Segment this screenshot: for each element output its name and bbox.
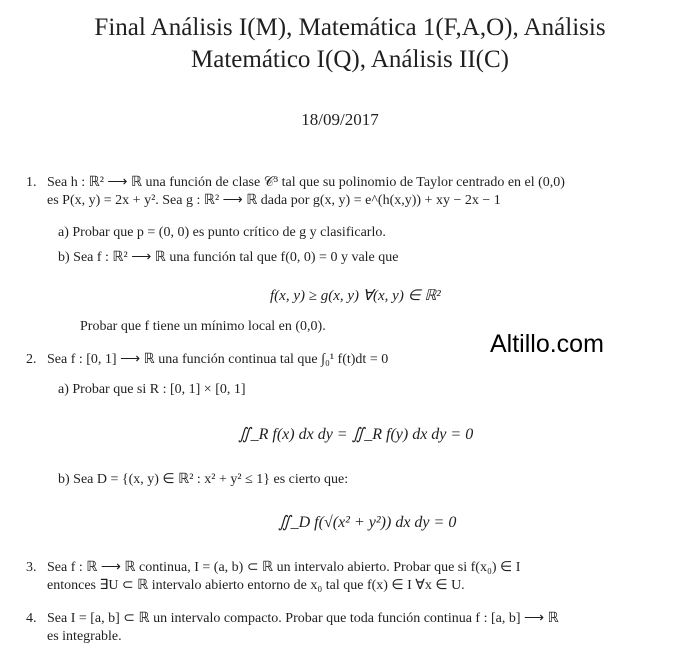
problem-2-formula-b: ∬_D f(√(x² + y²)) dx dy = 0 <box>278 514 457 531</box>
problem-3-line-2: entonces ∃U ⊂ ℝ intervalo abierto entorno de x₀ tal que f(x) ∈ I ∀x ∈ U. <box>47 578 465 593</box>
problem-1-line-1: Sea h : ℝ² ⟶ ℝ una función de clase 𝒞³ tal que su polinomio de Taylor centrado en el (0,0) <box>47 175 565 190</box>
watermark: Altillo.com <box>490 330 604 358</box>
problem-4-line-2: es integrable. <box>47 629 122 644</box>
problem-4-line-1: Sea I = [a, b] ⊂ ℝ un intervalo compacto. Probar que toda función continua f : [a, b] ⟶ ℝ <box>47 611 559 626</box>
problem-2-number: 2. <box>26 352 37 367</box>
problem-3-number: 3. <box>26 560 37 575</box>
problem-1-part-b: b) Sea f : ℝ² ⟶ ℝ una función tal que f(0, 0) = 0 y vale que <box>58 250 399 265</box>
problem-1-conclusion: Probar que f tiene un mínimo local en (0,0). <box>80 319 326 334</box>
problem-1-line-2: es P(x, y) = 2x + y². Sea g : ℝ² ⟶ ℝ dada por g(x, y) = e^(h(x,y)) + xy − 2x − 1 <box>47 193 501 208</box>
problem-1-formula: f(x, y) ≥ g(x, y) ∀(x, y) ∈ ℝ² <box>270 288 441 304</box>
problem-2-part-a: a) Probar que si R : [0, 1] × [0, 1] <box>58 382 246 397</box>
problem-2-formula-a: ∬_R f(x) dx dy = ∬_R f(y) dx dy = 0 <box>238 426 474 443</box>
title-line-2: Matemático I(Q), Análisis II(C) <box>191 46 509 73</box>
problem-3-line-1: Sea f : ℝ ⟶ ℝ continua, I = (a, b) ⊂ ℝ un intervalo abierto. Probar que si f(x₀) ∈ I <box>47 560 521 575</box>
exam-date: 18/09/2017 <box>301 110 379 129</box>
problem-4-number: 4. <box>26 611 37 626</box>
title-line-1: Final Análisis I(M), Matemática 1(F,A,O), Análisis <box>94 14 606 41</box>
problem-2-line-1: Sea f : [0, 1] ⟶ ℝ una función continua tal que ∫₀¹ f(t)dt = 0 <box>47 352 389 367</box>
problem-1-number: 1. <box>26 175 37 190</box>
exam-title <box>0 12 700 76</box>
problem-2-part-b: b) Sea D = {(x, y) ∈ ℝ² : x² + y² ≤ 1} es cierto que: <box>58 472 349 487</box>
problem-1-part-a: a) Probar que p = (0, 0) es punto crítico de g y clasificarlo. <box>58 225 386 240</box>
